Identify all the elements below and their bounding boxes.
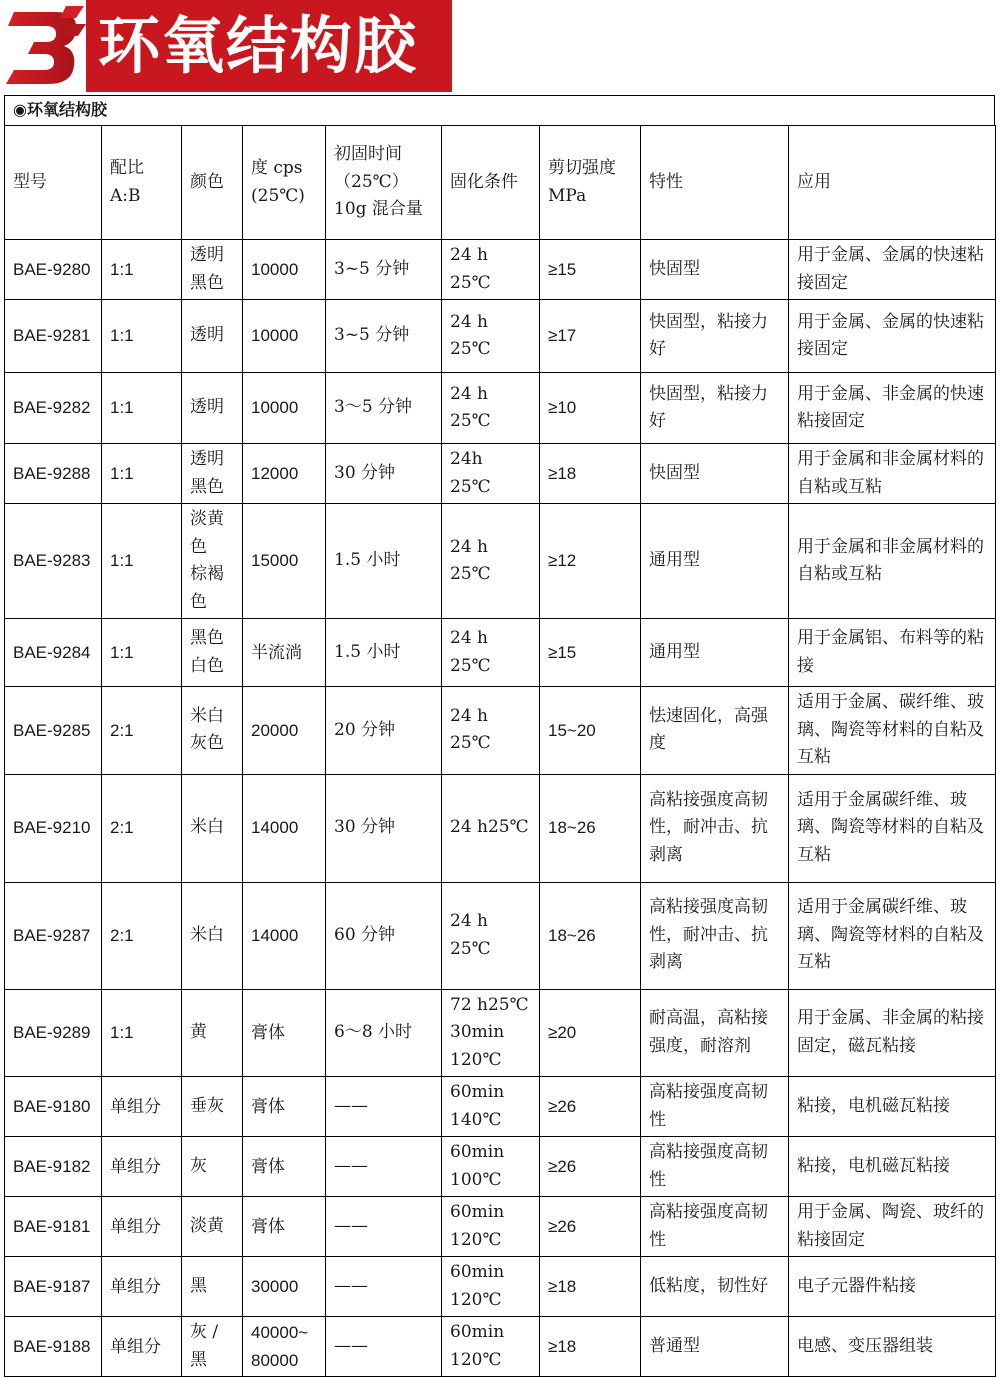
cell-model: BAE-9181 [5, 1197, 102, 1257]
cell-ratio: 1:1 [102, 300, 182, 373]
cell-application: 用于金属、非金属的粘接固定，磁瓦粘接 [789, 989, 996, 1077]
cell-features: 高粘接强度高韧性 [641, 1137, 789, 1197]
cell-color: 淡黄 [182, 1197, 243, 1257]
col-header-cure-condition: 固化条件 [442, 126, 540, 240]
cell-viscosity: 10000 [243, 373, 326, 444]
cell-shear-strength: ≥15 [540, 619, 641, 687]
cell-features: 普通型 [641, 1317, 789, 1377]
cell-shear-strength: ≥10 [540, 373, 641, 444]
cell-model: BAE-9210 [5, 774, 102, 882]
cell-initial-cure-time: —— [326, 1257, 442, 1317]
cell-viscosity: 10000 [243, 240, 326, 300]
cell-features: 快固型 [641, 444, 789, 504]
page-title: 环氧结构胶 [98, 9, 419, 82]
cell-model: BAE-9289 [5, 989, 102, 1077]
cell-shear-strength: ≥12 [540, 504, 641, 619]
cell-initial-cure-time: 3～5 分钟 [326, 373, 442, 444]
col-header-model: 型号 [5, 126, 102, 240]
cell-color: 黑色 白色 [182, 619, 243, 687]
cell-color: 灰 [182, 1137, 243, 1197]
col-header-features: 特性 [641, 126, 789, 240]
cell-ratio: 1:1 [102, 619, 182, 687]
cell-features: 高粘接强度高韧性，耐冲击、抗剥离 [641, 774, 789, 882]
cell-model: BAE-9282 [5, 373, 102, 444]
table-header-row [5, 126, 996, 240]
table-row [5, 687, 996, 775]
cell-cure-condition: 60min 120℃ [442, 1257, 540, 1317]
cell-application: 用于金属、金属的快速粘接固定 [789, 300, 996, 373]
cell-initial-cure-time: 60 分钟 [326, 882, 442, 989]
col-header-viscosity: 度 cps (25℃) [243, 126, 326, 240]
cell-initial-cure-time: 1.5 小时 [326, 619, 442, 687]
cell-viscosity: 半流淌 [243, 619, 326, 687]
cell-color: 淡黄色 棕褐色 [182, 504, 243, 619]
cell-initial-cure-time: 1.5 小时 [326, 504, 442, 619]
cell-color: 垂灰 [182, 1077, 243, 1137]
cell-viscosity: 14000 [243, 882, 326, 989]
cell-initial-cure-time: —— [326, 1317, 442, 1377]
cell-shear-strength: ≥17 [540, 300, 641, 373]
cell-ratio: 2:1 [102, 774, 182, 882]
cell-shear-strength: ≥15 [540, 240, 641, 300]
cell-shear-strength: ≥26 [540, 1077, 641, 1137]
col-header-color: 颜色 [182, 126, 243, 240]
cell-initial-cure-time: 20 分钟 [326, 687, 442, 775]
brand-logo-icon [6, 4, 88, 90]
cell-color: 米白 灰色 [182, 687, 243, 775]
cell-cure-condition: 72 h25℃ 30min 120℃ [442, 989, 540, 1077]
section-label: ◉环氧结构胶 [4, 95, 995, 125]
cell-viscosity: 膏体 [243, 1077, 326, 1137]
cell-viscosity: 膏体 [243, 989, 326, 1077]
cell-ratio: 单组分 [102, 1317, 182, 1377]
table-row [5, 504, 996, 619]
cell-application: 用于金属和非金属材料的自粘或互粘 [789, 504, 996, 619]
cell-viscosity: 15000 [243, 504, 326, 619]
cell-viscosity: 膏体 [243, 1197, 326, 1257]
cell-cure-condition: 24 h 25℃ [442, 882, 540, 989]
cell-color: 米白 [182, 882, 243, 989]
cell-viscosity: 20000 [243, 687, 326, 775]
cell-shear-strength: ≥18 [540, 1317, 641, 1377]
cell-features: 高粘接强度高韧性 [641, 1077, 789, 1137]
header-banner [0, 0, 452, 92]
cell-shear-strength: 18~26 [540, 774, 641, 882]
cell-application: 用于金属、金属的快速粘接固定 [789, 240, 996, 300]
cell-color: 透明 黑色 [182, 444, 243, 504]
cell-ratio: 1:1 [102, 373, 182, 444]
cell-cure-condition: 24 h 25℃ [442, 504, 540, 619]
cell-ratio: 1:1 [102, 504, 182, 619]
cell-application: 电子元器件粘接 [789, 1257, 996, 1317]
table-row [5, 1077, 996, 1137]
spec-table [4, 125, 996, 1377]
cell-ratio: 单组分 [102, 1257, 182, 1317]
cell-features: 怯速固化，高强度 [641, 687, 789, 775]
table-body [5, 240, 996, 1377]
cell-cure-condition: 24 h 25℃ [442, 687, 540, 775]
table-row [5, 1137, 996, 1197]
table-row [5, 240, 996, 300]
cell-cure-condition: 24 h25℃ [442, 774, 540, 882]
cell-application: 适用于金属碳纤维、玻璃、陶瓷等材料的自粘及互粘 [789, 774, 996, 882]
cell-features: 快固型，粘接力好 [641, 373, 789, 444]
cell-ratio: 单组分 [102, 1197, 182, 1257]
cell-ratio: 1:1 [102, 989, 182, 1077]
cell-application: 用于金属和非金属材料的自粘或互粘 [789, 444, 996, 504]
cell-viscosity: 10000 [243, 300, 326, 373]
cell-features: 快固型，粘接力好 [641, 300, 789, 373]
table-row [5, 1197, 996, 1257]
cell-initial-cure-time: 30 分钟 [326, 444, 442, 504]
cell-features: 通用型 [641, 619, 789, 687]
cell-features: 低粘度，韧性好 [641, 1257, 789, 1317]
cell-application: 电感、变压器组装 [789, 1317, 996, 1377]
table-row [5, 619, 996, 687]
cell-color: 黑 [182, 1257, 243, 1317]
cell-features: 高粘接强度高韧性 [641, 1197, 789, 1257]
cell-cure-condition: 24 h 25℃ [442, 240, 540, 300]
cell-features: 耐高温，高粘接强度，耐溶剂 [641, 989, 789, 1077]
cell-model: BAE-9187 [5, 1257, 102, 1317]
cell-color: 透明 [182, 300, 243, 373]
cell-initial-cure-time: 30 分钟 [326, 774, 442, 882]
cell-initial-cure-time: 3~5 分钟 [326, 240, 442, 300]
cell-model: BAE-9288 [5, 444, 102, 504]
cell-initial-cure-time: —— [326, 1197, 442, 1257]
table-row [5, 300, 996, 373]
cell-model: BAE-9284 [5, 619, 102, 687]
cell-shear-strength: ≥20 [540, 989, 641, 1077]
cell-features: 通用型 [641, 504, 789, 619]
cell-application: 适用于金属碳纤维、玻璃、陶瓷等材料的自粘及互粘 [789, 882, 996, 989]
cell-initial-cure-time: —— [326, 1077, 442, 1137]
cell-cure-condition: 24h 25℃ [442, 444, 540, 504]
cell-cure-condition: 24 h 25℃ [442, 300, 540, 373]
cell-color: 灰 / 黑 [182, 1317, 243, 1377]
cell-viscosity: 30000 [243, 1257, 326, 1317]
table-row [5, 1257, 996, 1317]
cell-ratio: 1:1 [102, 240, 182, 300]
cell-application: 用于金属铝、布料等的粘接 [789, 619, 996, 687]
cell-model: BAE-9283 [5, 504, 102, 619]
cell-model: BAE-9180 [5, 1077, 102, 1137]
cell-shear-strength: ≥18 [540, 444, 641, 504]
cell-model: BAE-9281 [5, 300, 102, 373]
cell-application: 用于金属、陶瓷、玻纤的粘接固定 [789, 1197, 996, 1257]
cell-features: 高粘接强度高韧性，耐冲击、抗剥离 [641, 882, 789, 989]
cell-viscosity: 12000 [243, 444, 326, 504]
cell-shear-strength: ≥18 [540, 1257, 641, 1317]
table-row [5, 774, 996, 882]
cell-application: 粘接，电机磁瓦粘接 [789, 1137, 996, 1197]
col-header-shear-strength: 剪切强度 MPa [540, 126, 641, 240]
cell-model: BAE-9285 [5, 687, 102, 775]
cell-cure-condition: 60min 100℃ [442, 1137, 540, 1197]
cell-color: 米白 [182, 774, 243, 882]
table-row [5, 882, 996, 989]
cell-initial-cure-time: 3~5 分钟 [326, 300, 442, 373]
cell-application: 用于金属、非金属的快速粘接固定 [789, 373, 996, 444]
cell-cure-condition: 24 h 25℃ [442, 373, 540, 444]
cell-model: BAE-9280 [5, 240, 102, 300]
cell-viscosity: 膏体 [243, 1137, 326, 1197]
cell-application: 粘接，电机磁瓦粘接 [789, 1077, 996, 1137]
cell-initial-cure-time: 6～8 小时 [326, 989, 442, 1077]
cell-shear-strength: ≥26 [540, 1137, 641, 1197]
cell-shear-strength: 18~26 [540, 882, 641, 989]
cell-ratio: 1:1 [102, 444, 182, 504]
col-header-ratio: 配比 A:B [102, 126, 182, 240]
cell-application: 适用于金属、碳纤维、玻璃、陶瓷等材料的自粘及互粘 [789, 687, 996, 775]
cell-shear-strength: 15~20 [540, 687, 641, 775]
cell-color: 黄 [182, 989, 243, 1077]
cell-shear-strength: ≥26 [540, 1197, 641, 1257]
cell-model: BAE-9188 [5, 1317, 102, 1377]
cell-initial-cure-time: —— [326, 1137, 442, 1197]
cell-color: 透明 [182, 373, 243, 444]
cell-cure-condition: 60min 120℃ [442, 1317, 540, 1377]
table-row [5, 989, 996, 1077]
cell-cure-condition: 60min 120℃ [442, 1197, 540, 1257]
cell-model: BAE-9287 [5, 882, 102, 989]
cell-ratio: 单组分 [102, 1077, 182, 1137]
cell-cure-condition: 60min 140℃ [442, 1077, 540, 1137]
cell-viscosity: 14000 [243, 774, 326, 882]
cell-viscosity: 40000~ 80000 [243, 1317, 326, 1377]
table-row [5, 1317, 996, 1377]
table-row [5, 444, 996, 504]
cell-ratio: 单组分 [102, 1137, 182, 1197]
cell-cure-condition: 24 h 25℃ [442, 619, 540, 687]
col-header-initial-cure-time: 初固时间 （25℃） 10g 混合量 [326, 126, 442, 240]
col-header-application: 应用 [789, 126, 996, 240]
cell-model: BAE-9182 [5, 1137, 102, 1197]
table-row [5, 373, 996, 444]
cell-ratio: 2:1 [102, 882, 182, 989]
cell-color: 透明 黑色 [182, 240, 243, 300]
cell-features: 快固型 [641, 240, 789, 300]
cell-ratio: 2:1 [102, 687, 182, 775]
